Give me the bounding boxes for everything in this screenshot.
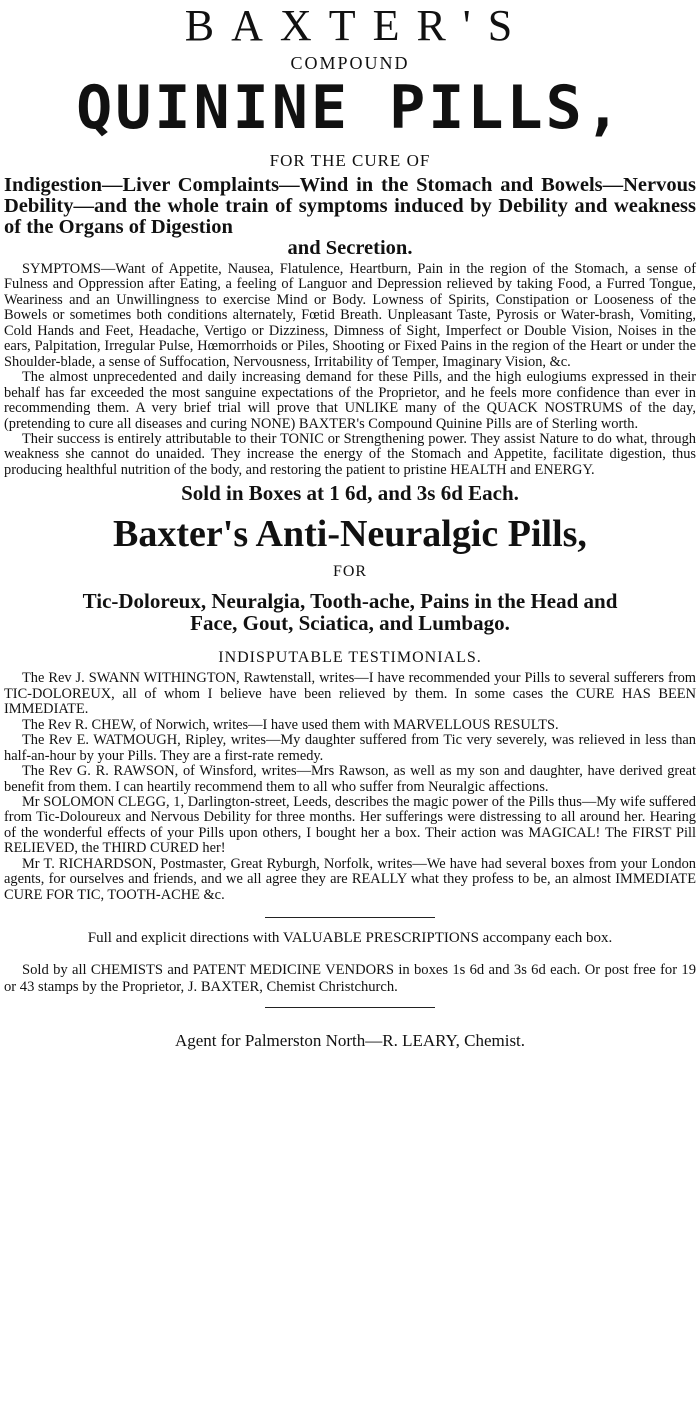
testimonial-item: The Rev E. WATMOUGH, Ripley, writes—My daughter suffered from Tic very severely, was relieved in less than half-an-hour by your Pills. They are a first-rate remedy.: [4, 732, 696, 764]
agent-line: Agent for Palmerston North—R. LEARY, Chemist.: [174, 1031, 526, 1051]
ailments-line-2: Face, Gout, Sciatica, and Lumbago.: [190, 611, 510, 636]
for-cure-heading: FOR THE CURE OF: [269, 151, 431, 170]
testimonials-heading: INDISPUTABLE TESTIMONIALS.: [218, 649, 482, 667]
complaints-last-line: and Secretion.: [287, 237, 413, 259]
testimonial-item: The Rev G. R. RAWSON, of Winsford, writes—Mrs Rawson, as well as my son and daughter, have derived great benefit from them. I can heartily recommend them to all who suffer from Neuralgic affections.: [4, 763, 696, 795]
demand-paragraph: The almost unprecedented and daily increasing demand for these Pills, and the high eulogiums expressed in their behalf has far exceeded the most sanguine expectations of the Proprietor, and he feels more confidence than ever in recommending them. A very brief trial will prove that UNLIKE many of the QUACK NOSTRUMS of the day, (pretending to cure all diseases and curing NONE) BAXTER's Compound Quinine Pills are of Sterling worth.: [4, 369, 696, 432]
testimonial-item: Mr T. RICHARDSON, Postmaster, Great Ryburgh, Norfolk, writes—We have had several boxes from your London agents, for ourselves and friends, and we all agree they are REALLY what they profess to be, an almost IMMEDIATE CURE FOR TIC, TOOTH-ACHE &c.: [4, 855, 696, 903]
price-line: Sold in Boxes at 1 6d, and 3s 6d Each.: [181, 481, 519, 506]
for-label: FOR: [332, 563, 368, 581]
ailments-line-1: Tic-Doloreux, Neuralgia, Tooth-ache, Pains in the Head and: [82, 589, 618, 614]
testimonial-item: Mr SOLOMON CLEGG, 1, Darlington-street, Leeds, describes the magic power of the Pills thus—My wife suffered from Tic-Doloureux and Nervous Debility for three months. Her sufferings were distressing to all around her. Hearing of the wonderful effects of your Pills upon others, I bought her a box. Their action was MAGICAL! The FIRST Pill RELIEVED, the THIRD CURED her!: [4, 793, 696, 857]
divider-rule: [265, 1007, 435, 1008]
brand-name: BAXTER'S: [184, 1, 530, 50]
complaints-list: [4, 175, 696, 259]
complaints-text: Indigestion—Liver Complaints—Wind in the Stomach and Bowels—Nervous Debility—and the whole train of symptoms induced by Debility and weakness of the Organs of Digestion: [4, 174, 696, 238]
compound-subtitle: COMPOUND: [290, 53, 410, 73]
anti-neuralgic-title: Baxter's Anti-Neuralgic Pills,: [113, 513, 587, 556]
directions-line: Full and explicit directions with VALUABLE PRESCRIPTIONS accompany each box.: [87, 930, 613, 947]
testimonial-item: The Rev J. SWANN WITHINGTON, Rawtenstall, writes—I have recommended your Pills to several sufferers from TIC-DOLOREUX, all of whom I believe have been relieved by them. In some cases the CURE HAS BEEN IMMEDIATE.: [4, 670, 696, 718]
ailments-list: [4, 590, 696, 634]
vendors-paragraph: Sold by all CHEMISTS and PATENT MEDICINE VENDORS in boxes 1s 6d and 3s 6d each. Or post free for 19 or 43 stamps by the Proprietor, J. BAXTER, Chemist Christchurch.: [4, 962, 696, 995]
divider-rule: [265, 917, 435, 918]
success-paragraph: Their success is entirely attributable to their TONIC or Strengthening power. They assist Nature to do what, through weakness she cannot do unaided. They increase the energy of the Stomach and Appetite, facilitate digestion, thus producing healthful nutrition of the body, and restoring the patient to pristine HEALTH and ENERGY.: [4, 430, 696, 478]
testimonial-item: The Rev R. CHEW, of Norwich, writes—I have used them with MARVELLOUS RESULTS.: [22, 716, 559, 733]
product-title: QUININE PILLS,: [76, 73, 624, 143]
symptoms-paragraph: SYMPTOMS—Want of Appetite, Nausea, Flatulence, Heartburn, Pain in the region of the Stomach, a sense of Fulness and Oppression after Eating, a feeling of Languor and Depression relieved by taking Food, a Furred Tongue, Weariness and an Unwillingness to exercise Mind or Body. Lowness of Spirits, Constipation or Looseness of the Bowels or sometimes both conditions alternately, Fœtid Breath. Unpleasant Taste, Pyrosis or Water-brash, Vomiting, Cold Hands and Feet, Headache, Vertigo or Dizziness, Dimness of Sight, Imperfect or Double Vision, Noises in the ears, Palpitation, Irregular Pulse, Hœmorrhoids or Piles, Shooting or Fixed Pains in the region of the Heart or under the Shoulder-blade, a sense of Suffocation, Nervousness, Irritability of Temper, Imaginary Vision, &c.: [4, 261, 696, 370]
